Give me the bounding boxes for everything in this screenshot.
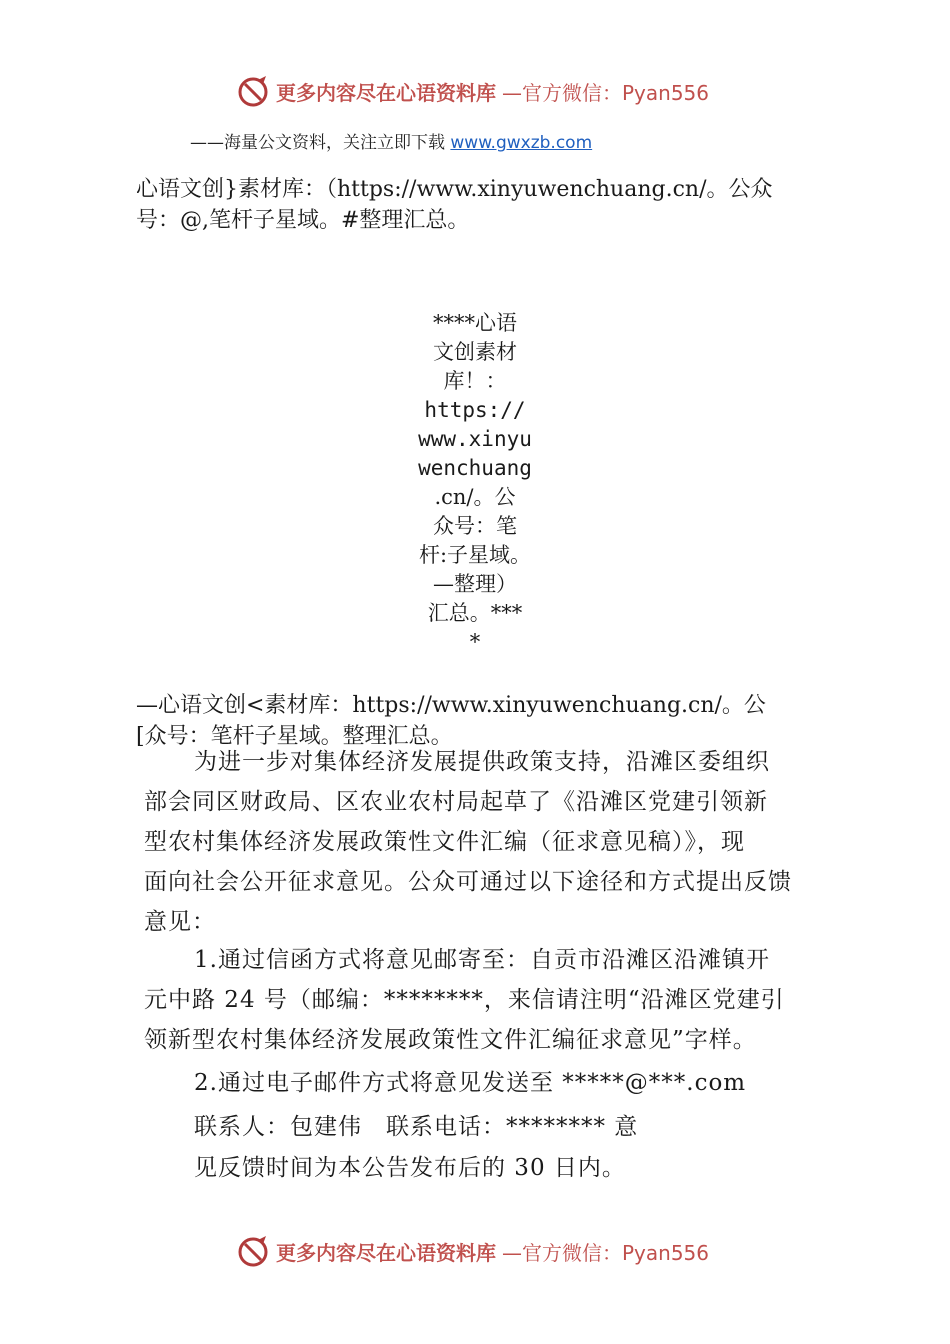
paragraph-line: 意见： bbox=[144, 909, 216, 935]
center-line: 文创素材 bbox=[433, 340, 517, 364]
banner-title: 更多内容尽在心语资料库 bbox=[276, 80, 496, 105]
header-line bbox=[136, 174, 856, 236]
center-line: wenchuang bbox=[418, 456, 532, 480]
paragraph-line: 部会同区财政局、区农业农村局起草了《沿滩区党建引领新 bbox=[144, 789, 768, 815]
paragraph-mail bbox=[144, 940, 844, 1060]
second-header-line-1: —心语文创<素材库：https://www.xinyuwenchuang.cn/。公 bbox=[136, 693, 766, 718]
paragraph-email: 2.通过电子邮件方式将意见发送至 *****@***.com bbox=[194, 1070, 747, 1096]
paragraph-line: 为进一步对集体经济发展提供政策支持，沿滩区委组织 bbox=[194, 749, 770, 775]
paragraph-line: 1.通过信函方式将意见邮寄至：自贡市沿滩区沿滩镇开 bbox=[194, 947, 770, 973]
top-banner bbox=[236, 74, 709, 108]
center-line: www.xinyu bbox=[418, 427, 532, 451]
center-line: 众号：笔 bbox=[433, 514, 517, 538]
bottom-banner bbox=[236, 1234, 709, 1268]
header-line-2: 号：@,笔杆子星域。#整理汇总。 bbox=[136, 208, 470, 233]
center-line: —整理） bbox=[433, 572, 517, 596]
paragraph-line: 面向社会公开征求意见。公众可通过以下途径和方式提出反馈 bbox=[144, 869, 792, 895]
center-line: https:// bbox=[424, 398, 526, 422]
banner-wechat: —官方微信：Pyan556 bbox=[502, 1240, 710, 1265]
download-link[interactable]: www.gwxzb.com bbox=[450, 133, 593, 153]
paragraph-deadline: 见反馈时间为本公告发布后的 30 日内。 bbox=[194, 1155, 626, 1181]
header-line-1: 心语文创}素材库：（https://www.xinyuwenchuang.cn/。公众 bbox=[136, 177, 773, 202]
brand-logo-icon bbox=[236, 74, 270, 108]
sub-header bbox=[190, 128, 592, 153]
paragraph-line: 元中路 24 号（邮编：********，来信请注明“沿滩区党建引 bbox=[144, 987, 785, 1013]
center-line: ****心语 bbox=[433, 311, 517, 335]
paragraph-line: 领新型农村集体经济发展政策性文件汇编征求意见”字样。 bbox=[144, 1027, 757, 1053]
center-line: 杆:子星域。 bbox=[418, 543, 532, 567]
paragraph-intro bbox=[144, 742, 844, 942]
center-line: 库！： bbox=[443, 369, 507, 393]
banner-title: 更多内容尽在心语资料库 bbox=[276, 1240, 496, 1265]
paragraph-line: 型农村集体经济发展政策性文件汇编（征求意见稿）》，现 bbox=[144, 829, 745, 855]
banner-wechat: —官方微信：Pyan556 bbox=[502, 80, 710, 105]
paragraph-contact: 联系人：包建伟 联系电话：******** 意 bbox=[194, 1114, 639, 1140]
center-watermark-block bbox=[365, 309, 585, 657]
center-line: .cn/。公 bbox=[434, 485, 516, 509]
second-header-line-2: [众号：笔杆子星域。整理汇总。 bbox=[136, 724, 453, 749]
center-line: * bbox=[469, 630, 481, 654]
brand-logo-icon bbox=[236, 1234, 270, 1268]
center-line: 汇总。*** bbox=[427, 601, 523, 625]
sub-header-text: ——海量公文资料，关注立即下载 bbox=[190, 133, 451, 153]
